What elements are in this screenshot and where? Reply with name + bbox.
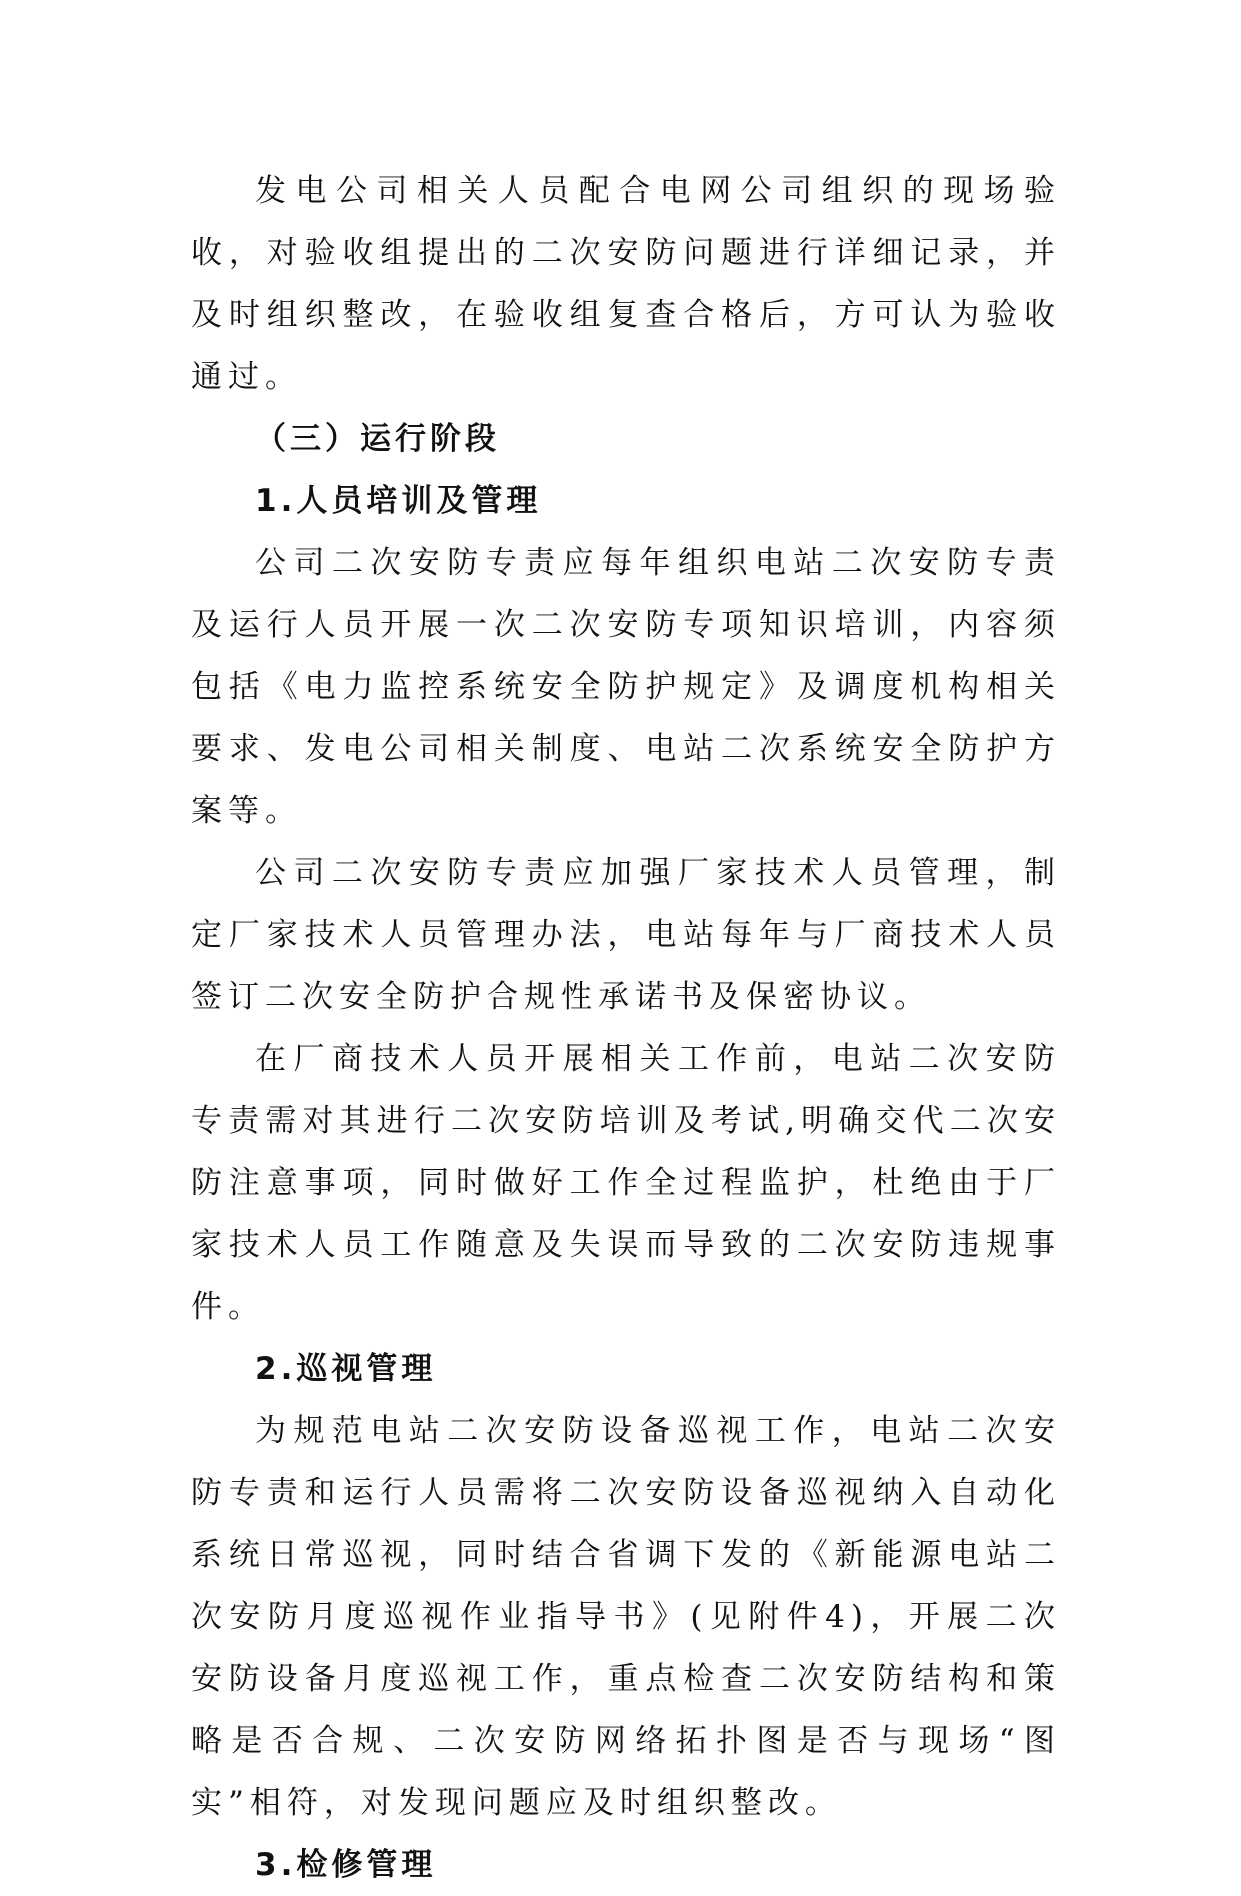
paragraph-inspection: 为规范电站二次安防设备巡视工作，电站二次安防专责和运行人员需将二次安防设备巡视纳入自动化系统日常巡视，同时结合省调下发的《新能源电站二次安防月度巡视作业指导书》(见附件4)，开展二次安防设备月度巡视工作，重点检查二次安防结构和策略是否合规、二次安防网络拓扑图是否与现场“图实”相符，对发现问题应及时组织整改。 — [191, 1413, 1061, 1821]
subheading-inspection-management: 2.巡视管理 — [255, 1351, 437, 1387]
paragraph-vendor-management: 公司二次安防专责应加强厂家技术人员管理，制定厂家技术人员管理办法，电站每年与厂商技术人员签订二次安全防护合规性承诺书及保密协议。 — [191, 855, 1061, 1015]
section-heading-operation-stage: （三）运行阶段 — [255, 421, 500, 457]
paragraph-acceptance: 发电公司相关人员配合电网公司组织的现场验收，对验收组提出的二次安防问题进行详细记录，并及时组织整改，在验收组复查合格后，方可认为验收通过。 — [191, 173, 1061, 395]
subheading-personnel-training: 1.人员培训及管理 — [255, 483, 542, 519]
paragraph-training: 公司二次安防专责应每年组织电站二次安防专责及运行人员开展一次二次安防专项知识培训，内容须包括《电力监控系统安全防护规定》及调度机构相关要求、发电公司相关制度、电站二次系统安全防护方案等。 — [191, 545, 1061, 829]
paragraph-vendor-supervision: 在厂商技术人员开展相关工作前，电站二次安防专责需对其进行二次安防培训及考试,明确交代二次安防注意事项，同时做好工作全过程监护，杜绝由于厂家技术人员工作随意及失误而导致的二次安防违规事件。 — [191, 1041, 1061, 1325]
document-body — [191, 160, 1061, 1896]
subheading-maintenance-management: 3.检修管理 — [255, 1847, 437, 1883]
